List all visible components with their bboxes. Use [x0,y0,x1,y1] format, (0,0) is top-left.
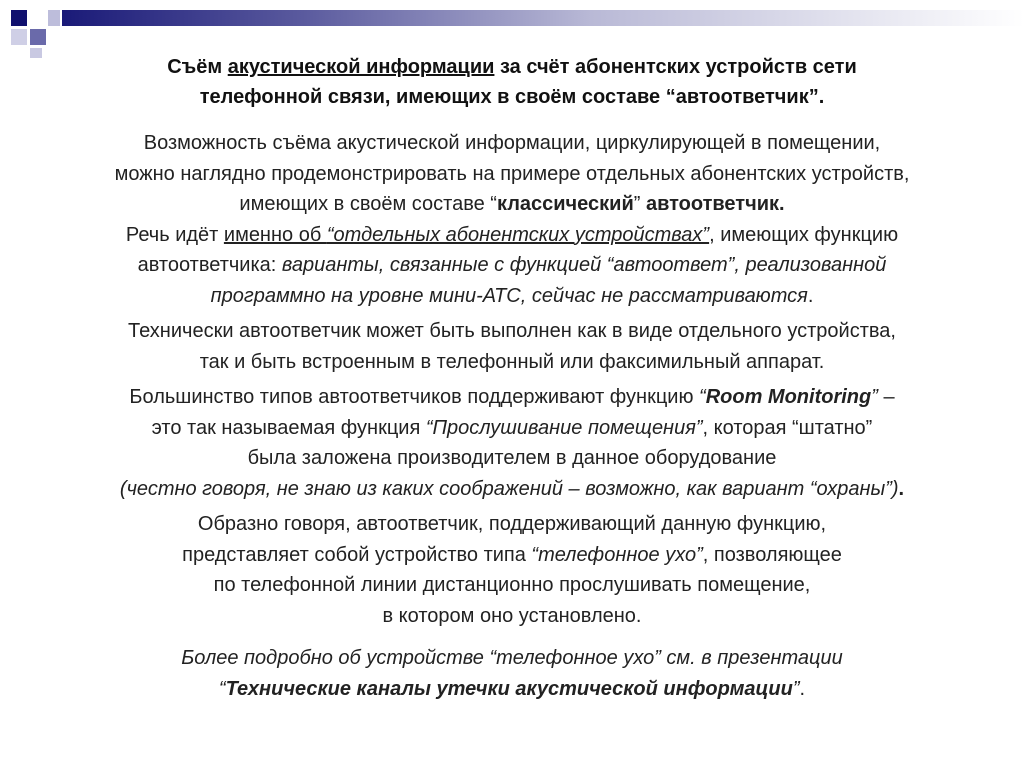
paragraph-1 [0,128,1024,220]
p5-line2 [0,540,1024,571]
p2-line2-pre: автоответчика: [137,254,282,276]
p6-line2 [0,674,1024,705]
p4-line2-italic: “Прослушивание помещения” [425,416,703,439]
p2-line3-italic: программно на уровне мини-АТС, сейчас не рассматриваются [210,284,808,307]
p4-quote-close: ” [871,386,878,408]
p3-line2: так и быть встроенным в телефонный или факсимильный аппарат. [199,350,825,373]
slide-title [0,52,1024,112]
p1-line2: можно наглядно продемонстрировать на примере отдельных абонентских устройств, [114,162,910,185]
paragraph-2 [0,220,1024,312]
p5-line2-post: , позволяющее [702,543,842,566]
paragraph-3 [0,316,1024,377]
p2-line2-italic: варианты, связанные с функцией “автоответ”, реализованной [281,254,887,276]
p1-bold-classic: классический [496,193,634,215]
p2-underlined: именно об [223,223,327,246]
p4-line2 [0,413,1024,444]
paragraph-4 [0,382,1024,504]
p4-line3: была заложена производителем в данное оборудование [247,447,777,469]
title-post: за счёт абонентских устройств сети [494,56,857,78]
p4-line4-end: . [898,477,905,500]
p5-line2-italic: “телефонное ухо” [531,543,703,566]
p6-line1: Более подробно об устройстве “телефонное ухо” см. в презентации [181,647,843,669]
p4-line2-post: , которая “штатно” [702,416,873,439]
p2-line1-pre: Речь идёт [125,223,224,246]
p3-line1: Технически автоответчик может быть выполнен как в виде отдельного устройства, [128,320,896,342]
p2-underlined-italic: “отдельных абонентских устройствах” [326,223,710,246]
p4-line4 [0,474,1024,505]
p5-line3: по телефонной линии дистанционно прослушивать помещение, [213,574,811,596]
p2-line1 [0,220,1024,251]
title-line2: телефонной связи, имеющих в своём составе “автоответчик”. [199,86,825,108]
p1-line3-mid: ” [633,193,646,215]
title-pre: Съём [167,56,228,78]
p1-line3 [0,189,1024,220]
p6-presentation-title: Технические каналы утечки акустической информации [225,677,793,700]
slide-body [0,128,1024,704]
p4-line1-pre: Большинство типов автоответчиков поддерживают функцию [129,386,700,408]
header-gradient-bar [62,10,1024,26]
p4-room-monitoring: Room Monitoring [705,386,872,408]
p2-line2 [0,250,1024,281]
title-underlined: акустической информации [227,56,495,78]
paragraph-6 [0,643,1024,704]
p1-line1: Возможность съёма акустической информации, циркулирующей в помещении, [143,132,881,154]
p1-bold-answering-machine: автоответчик. [645,193,785,215]
p4-line1 [0,382,1024,413]
p2-line3-end: . [807,284,814,307]
p5-line4: в котором оно установлено. [382,604,642,627]
p5-line1: Образно говоря, автоответчик, поддерживающий данную функцию, [197,513,827,535]
p4-line2-pre: это так называемая функция [151,416,426,439]
p5-line2-pre: представляет собой устройство типа [182,543,532,566]
p4-quote-open: “ [699,386,706,408]
paragraph-5 [0,509,1024,631]
p6-line2-end: . [799,677,806,700]
p4-line1-post: – [877,386,895,408]
p2-line1-post: , имеющих функцию [709,223,899,246]
p2-line3 [0,281,1024,312]
p6-quote-close: ” [792,677,800,700]
p1-line3-pre: имеющих в своём составе “ [239,193,497,215]
p6-quote-open: “ [218,677,226,700]
p4-line4-italic: (честно говоря, не знаю из каких соображений – возможно, как вариант “охраны”) [119,477,899,500]
